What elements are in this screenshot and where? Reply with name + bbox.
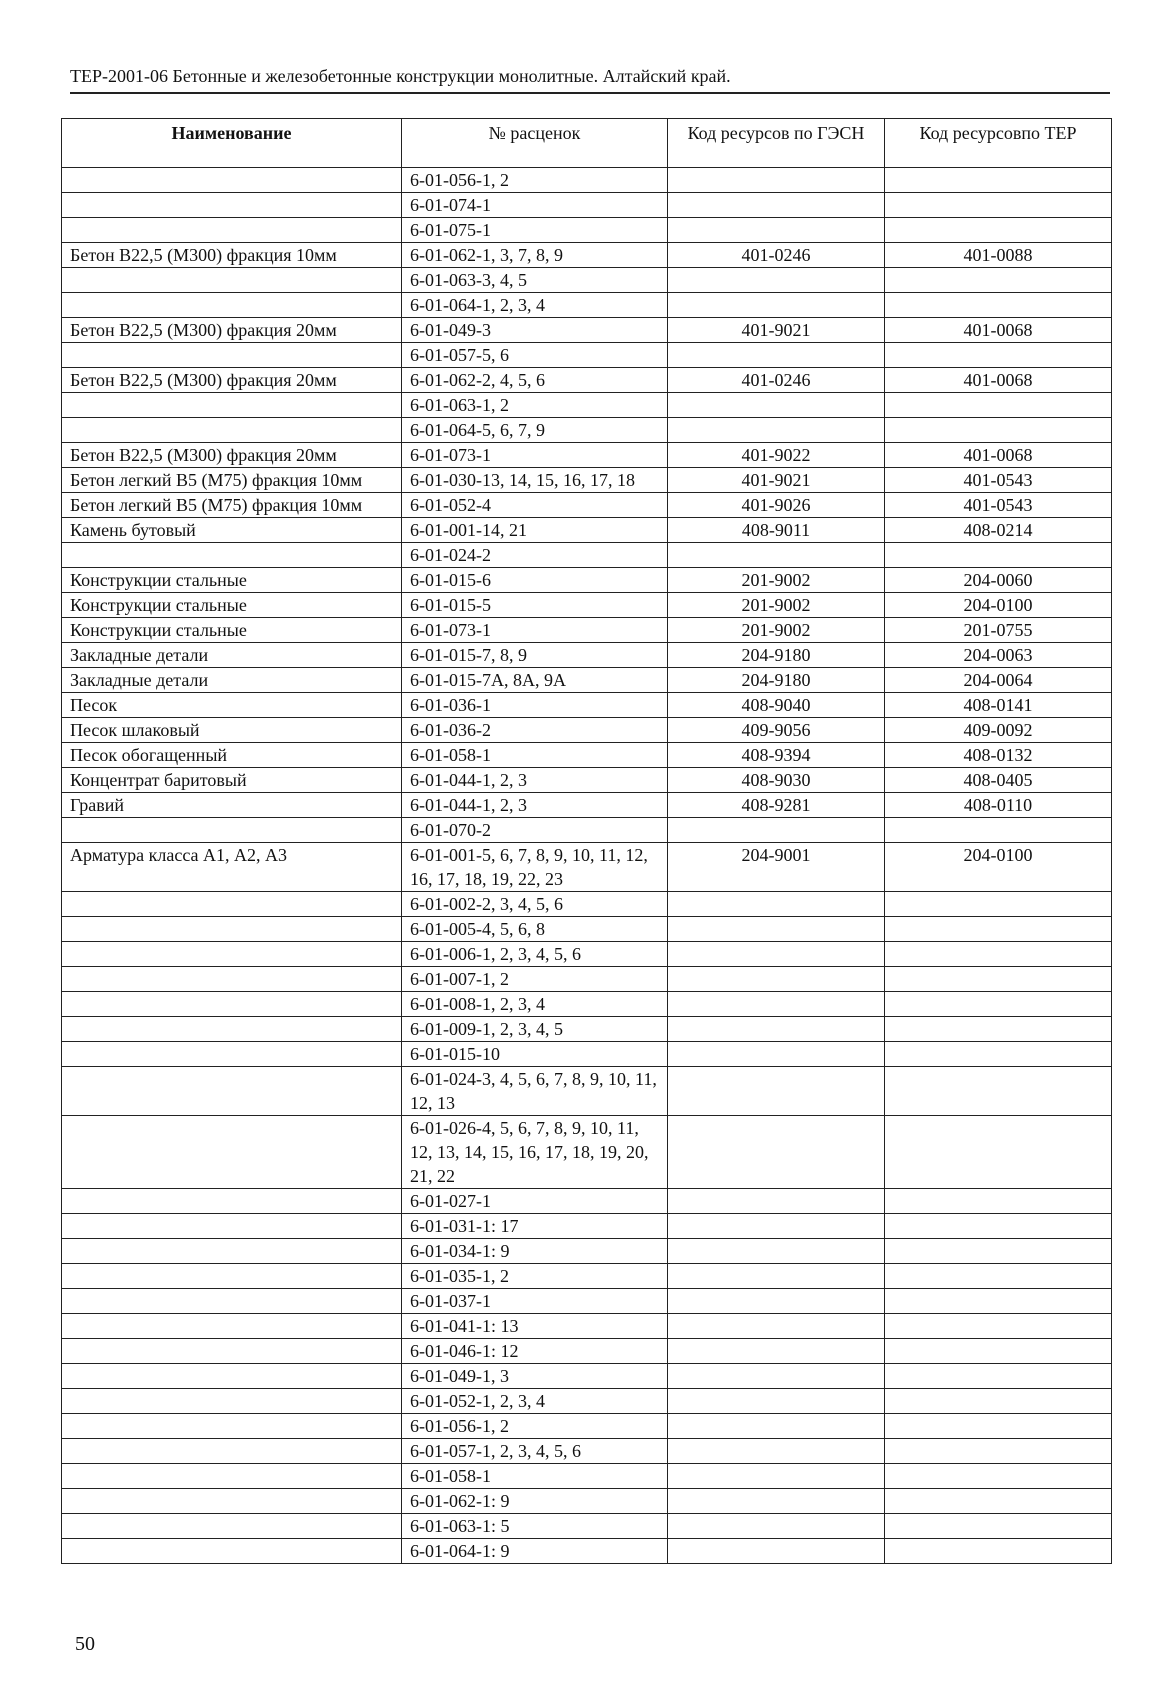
row-ter-code-cell: 204-0100	[885, 843, 1112, 892]
row-rate-number-cell: 6-01-024-2	[402, 543, 668, 568]
row-ter-code-cell	[885, 1389, 1112, 1414]
row-ter-code-cell	[885, 1314, 1112, 1339]
row-rate-number-cell: 6-01-001-14, 21	[402, 518, 668, 543]
table-row	[62, 343, 1112, 368]
row-rate-number-cell: 6-01-074-1	[402, 193, 668, 218]
table-row	[62, 468, 1112, 493]
row-rate-number-cell: 6-01-052-1, 2, 3, 4	[402, 1389, 668, 1414]
table-row	[62, 1389, 1112, 1414]
table-row	[62, 193, 1112, 218]
row-rate-number-cell: 6-01-031-1: 17	[402, 1214, 668, 1239]
table-row	[62, 318, 1112, 343]
row-name-cell	[62, 193, 402, 218]
row-gesn-code-cell	[668, 1464, 885, 1489]
row-ter-code-cell	[885, 1189, 1112, 1214]
table-row	[62, 1364, 1112, 1389]
row-name-cell	[62, 1439, 402, 1464]
row-gesn-code-cell: 204-9001	[668, 843, 885, 892]
row-rate-number-cell: 6-01-057-1, 2, 3, 4, 5, 6	[402, 1439, 668, 1464]
row-name-cell: Песок	[62, 693, 402, 718]
table-row	[62, 1214, 1112, 1239]
table-row	[62, 293, 1112, 318]
row-name-cell: Бетон легкий В5 (М75) фракция 10мм	[62, 493, 402, 518]
row-ter-code-cell	[885, 1214, 1112, 1239]
table-row	[62, 1017, 1112, 1042]
row-gesn-code-cell: 204-9180	[668, 668, 885, 693]
row-rate-number-cell: 6-01-062-2, 4, 5, 6	[402, 368, 668, 393]
row-rate-number-cell: 6-01-064-1, 2, 3, 4	[402, 293, 668, 318]
row-rate-number-cell: 6-01-041-1: 13	[402, 1314, 668, 1339]
row-gesn-code-cell	[668, 942, 885, 967]
table-row	[62, 843, 1112, 892]
row-name-cell: Песок шлаковый	[62, 718, 402, 743]
row-gesn-code-cell: 409-9056	[668, 718, 885, 743]
row-gesn-code-cell	[668, 1339, 885, 1364]
row-name-cell	[62, 1364, 402, 1389]
row-gesn-code-cell: 408-9030	[668, 768, 885, 793]
row-gesn-code-cell	[668, 543, 885, 568]
row-name-cell: Бетон В22,5 (М300) фракция 10мм	[62, 243, 402, 268]
row-ter-code-cell	[885, 1364, 1112, 1389]
row-rate-number-cell: 6-01-057-5, 6	[402, 343, 668, 368]
row-gesn-code-cell	[668, 1264, 885, 1289]
row-name-cell: Конструкции стальные	[62, 618, 402, 643]
row-ter-code-cell: 408-0405	[885, 768, 1112, 793]
row-ter-code-cell: 201-0755	[885, 618, 1112, 643]
row-gesn-code-cell	[668, 343, 885, 368]
row-ter-code-cell	[885, 967, 1112, 992]
table-row	[62, 1489, 1112, 1514]
row-rate-number-cell: 6-01-005-4, 5, 6, 8	[402, 917, 668, 942]
row-rate-number-cell: 6-01-056-1, 2	[402, 168, 668, 193]
table-body	[62, 168, 1112, 1564]
row-ter-code-cell	[885, 1339, 1112, 1364]
row-name-cell	[62, 1289, 402, 1314]
row-name-cell	[62, 543, 402, 568]
row-gesn-code-cell: 201-9002	[668, 618, 885, 643]
row-gesn-code-cell: 408-9011	[668, 518, 885, 543]
table-row	[62, 593, 1112, 618]
row-rate-number-cell: 6-01-030-13, 14, 15, 16, 17, 18	[402, 468, 668, 493]
row-name-cell	[62, 1042, 402, 1067]
row-gesn-code-cell	[668, 1314, 885, 1339]
table-row	[62, 1464, 1112, 1489]
row-ter-code-cell: 401-0088	[885, 243, 1112, 268]
row-ter-code-cell	[885, 268, 1112, 293]
row-rate-number-cell: 6-01-036-1	[402, 693, 668, 718]
table-row	[62, 892, 1112, 917]
row-ter-code-cell	[885, 1489, 1112, 1514]
table-row	[62, 1339, 1112, 1364]
row-gesn-code-cell	[668, 1017, 885, 1042]
row-rate-number-cell: 6-01-034-1: 9	[402, 1239, 668, 1264]
row-ter-code-cell	[885, 1289, 1112, 1314]
row-gesn-code-cell	[668, 418, 885, 443]
table-row	[62, 1314, 1112, 1339]
row-gesn-code-cell: 204-9180	[668, 643, 885, 668]
row-name-cell: Закладные детали	[62, 668, 402, 693]
row-ter-code-cell	[885, 1464, 1112, 1489]
row-name-cell	[62, 967, 402, 992]
row-name-cell: Конструкции стальные	[62, 568, 402, 593]
table-row	[62, 618, 1112, 643]
row-ter-code-cell: 204-0100	[885, 593, 1112, 618]
row-gesn-code-cell: 401-9021	[668, 468, 885, 493]
row-name-cell	[62, 168, 402, 193]
column-header-gesn-code: Код ресурсов по ГЭСН	[668, 119, 885, 168]
table-row	[62, 718, 1112, 743]
row-ter-code-cell	[885, 917, 1112, 942]
row-rate-number-cell: 6-01-008-1, 2, 3, 4	[402, 992, 668, 1017]
row-name-cell	[62, 992, 402, 1017]
row-ter-code-cell: 401-0543	[885, 493, 1112, 518]
column-header-ter-code: Код ресурсовпо ТЕР	[885, 119, 1112, 168]
row-ter-code-cell: 408-0214	[885, 518, 1112, 543]
row-name-cell: Бетон В22,5 (М300) фракция 20мм	[62, 368, 402, 393]
row-gesn-code-cell	[668, 1189, 885, 1214]
table-row	[62, 418, 1112, 443]
row-gesn-code-cell: 401-9022	[668, 443, 885, 468]
row-rate-number-cell: 6-01-015-7, 8, 9	[402, 643, 668, 668]
row-name-cell	[62, 1414, 402, 1439]
row-name-cell	[62, 1339, 402, 1364]
table-row	[62, 1289, 1112, 1314]
table-row	[62, 568, 1112, 593]
row-rate-number-cell: 6-01-073-1	[402, 443, 668, 468]
row-rate-number-cell: 6-01-049-1, 3	[402, 1364, 668, 1389]
row-gesn-code-cell	[668, 1364, 885, 1389]
row-ter-code-cell: 408-0141	[885, 693, 1112, 718]
row-gesn-code-cell	[668, 1439, 885, 1464]
row-name-cell	[62, 268, 402, 293]
row-name-cell	[62, 343, 402, 368]
row-gesn-code-cell	[668, 1116, 885, 1189]
row-rate-number-cell: 6-01-009-1, 2, 3, 4, 5	[402, 1017, 668, 1042]
row-name-cell	[62, 1264, 402, 1289]
row-gesn-code-cell: 401-0246	[668, 243, 885, 268]
row-rate-number-cell: 6-01-044-1, 2, 3	[402, 793, 668, 818]
row-rate-number-cell: 6-01-063-1: 5	[402, 1514, 668, 1539]
row-name-cell	[62, 1116, 402, 1189]
row-name-cell: Камень бутовый	[62, 518, 402, 543]
row-name-cell	[62, 218, 402, 243]
row-name-cell	[62, 1189, 402, 1214]
row-gesn-code-cell: 408-9281	[668, 793, 885, 818]
table-row	[62, 1067, 1112, 1116]
row-ter-code-cell: 401-0068	[885, 443, 1112, 468]
row-name-cell	[62, 1514, 402, 1539]
row-rate-number-cell: 6-01-052-4	[402, 493, 668, 518]
table-row	[62, 668, 1112, 693]
row-gesn-code-cell	[668, 1489, 885, 1514]
row-rate-number-cell: 6-01-015-6	[402, 568, 668, 593]
row-name-cell	[62, 1489, 402, 1514]
row-ter-code-cell	[885, 343, 1112, 368]
row-ter-code-cell: 204-0064	[885, 668, 1112, 693]
row-rate-number-cell: 6-01-058-1	[402, 743, 668, 768]
row-name-cell: Гравий	[62, 793, 402, 818]
row-name-cell	[62, 418, 402, 443]
row-ter-code-cell	[885, 1439, 1112, 1464]
row-name-cell	[62, 1239, 402, 1264]
row-ter-code-cell	[885, 418, 1112, 443]
row-ter-code-cell	[885, 992, 1112, 1017]
row-gesn-code-cell	[668, 1389, 885, 1414]
row-name-cell: Закладные детали	[62, 643, 402, 668]
row-ter-code-cell: 408-0110	[885, 793, 1112, 818]
table-row	[62, 1264, 1112, 1289]
table-row	[62, 1514, 1112, 1539]
row-gesn-code-cell	[668, 293, 885, 318]
row-gesn-code-cell	[668, 1042, 885, 1067]
row-rate-number-cell: 6-01-064-5, 6, 7, 9	[402, 418, 668, 443]
row-gesn-code-cell	[668, 1067, 885, 1116]
page-header: ТЕР-2001-06 Бетонные и железобетонные конструкции монолитные. Алтайский край.	[70, 66, 731, 86]
row-name-cell	[62, 293, 402, 318]
row-rate-number-cell: 6-01-036-2	[402, 718, 668, 743]
row-name-cell	[62, 917, 402, 942]
row-gesn-code-cell	[668, 892, 885, 917]
row-ter-code-cell: 204-0063	[885, 643, 1112, 668]
row-ter-code-cell	[885, 1042, 1112, 1067]
table-row	[62, 1539, 1112, 1564]
row-gesn-code-cell	[668, 218, 885, 243]
table-row	[62, 268, 1112, 293]
row-ter-code-cell	[885, 1067, 1112, 1116]
row-gesn-code-cell: 401-9021	[668, 318, 885, 343]
row-ter-code-cell	[885, 393, 1112, 418]
row-rate-number-cell: 6-01-027-1	[402, 1189, 668, 1214]
row-gesn-code-cell	[668, 967, 885, 992]
header-rule	[70, 92, 1110, 94]
table-row	[62, 992, 1112, 1017]
row-gesn-code-cell	[668, 1289, 885, 1314]
row-rate-number-cell: 6-01-035-1, 2	[402, 1264, 668, 1289]
row-rate-number-cell: 6-01-056-1, 2	[402, 1414, 668, 1439]
row-rate-number-cell: 6-01-063-3, 4, 5	[402, 268, 668, 293]
row-ter-code-cell: 204-0060	[885, 568, 1112, 593]
row-ter-code-cell	[885, 543, 1112, 568]
table-row	[62, 393, 1112, 418]
row-ter-code-cell	[885, 1017, 1112, 1042]
row-rate-number-cell: 6-01-007-1, 2	[402, 967, 668, 992]
row-rate-number-cell: 6-01-062-1: 9	[402, 1489, 668, 1514]
column-header-name: Наименование	[62, 119, 402, 168]
table-row	[62, 942, 1112, 967]
table-row	[62, 443, 1112, 468]
row-ter-code-cell	[885, 293, 1112, 318]
row-gesn-code-cell	[668, 193, 885, 218]
row-rate-number-cell: 6-01-062-1, 3, 7, 8, 9	[402, 243, 668, 268]
row-rate-number-cell: 6-01-044-1, 2, 3	[402, 768, 668, 793]
row-ter-code-cell	[885, 942, 1112, 967]
row-gesn-code-cell	[668, 1539, 885, 1564]
table-row	[62, 543, 1112, 568]
row-gesn-code-cell	[668, 268, 885, 293]
row-name-cell: Концентрат баритовый	[62, 768, 402, 793]
row-name-cell: Бетон В22,5 (М300) фракция 20мм	[62, 443, 402, 468]
table-row	[62, 967, 1112, 992]
row-gesn-code-cell	[668, 992, 885, 1017]
table-row	[62, 168, 1112, 193]
table-row	[62, 493, 1112, 518]
row-gesn-code-cell: 201-9002	[668, 568, 885, 593]
row-name-cell	[62, 1389, 402, 1414]
table-row	[62, 768, 1112, 793]
row-name-cell	[62, 818, 402, 843]
row-name-cell	[62, 942, 402, 967]
row-gesn-code-cell: 401-9026	[668, 493, 885, 518]
row-ter-code-cell: 401-0068	[885, 318, 1112, 343]
row-rate-number-cell: 6-01-049-3	[402, 318, 668, 343]
row-ter-code-cell	[885, 1116, 1112, 1189]
row-name-cell	[62, 1464, 402, 1489]
row-rate-number-cell: 6-01-015-5	[402, 593, 668, 618]
row-name-cell	[62, 1539, 402, 1564]
row-rate-number-cell: 6-01-073-1	[402, 618, 668, 643]
row-ter-code-cell	[885, 1514, 1112, 1539]
row-ter-code-cell	[885, 218, 1112, 243]
row-rate-number-cell: 6-01-070-2	[402, 818, 668, 843]
table-row	[62, 518, 1112, 543]
table-row	[62, 1439, 1112, 1464]
row-name-cell: Конструкции стальные	[62, 593, 402, 618]
row-gesn-code-cell	[668, 1514, 885, 1539]
row-ter-code-cell: 401-0068	[885, 368, 1112, 393]
row-rate-number-cell: 6-01-026-4, 5, 6, 7, 8, 9, 10, 11, 12, 13, 14, 15, 16, 17, 18, 19, 20, 21, 22	[402, 1116, 668, 1189]
row-name-cell	[62, 393, 402, 418]
row-gesn-code-cell	[668, 168, 885, 193]
table-row	[62, 218, 1112, 243]
row-name-cell: Песок обогащенный	[62, 743, 402, 768]
row-name-cell	[62, 892, 402, 917]
table-row	[62, 243, 1112, 268]
row-gesn-code-cell	[668, 393, 885, 418]
row-ter-code-cell	[885, 818, 1112, 843]
row-rate-number-cell: 6-01-015-10	[402, 1042, 668, 1067]
row-gesn-code-cell: 408-9394	[668, 743, 885, 768]
table-header-row	[62, 119, 1112, 168]
row-name-cell: Бетон В22,5 (М300) фракция 20мм	[62, 318, 402, 343]
row-name-cell	[62, 1067, 402, 1116]
row-gesn-code-cell: 201-9002	[668, 593, 885, 618]
row-rate-number-cell: 6-01-064-1: 9	[402, 1539, 668, 1564]
column-header-rate-number: № расценок	[402, 119, 668, 168]
row-ter-code-cell	[885, 168, 1112, 193]
table-row	[62, 368, 1112, 393]
row-rate-number-cell: 6-01-001-5, 6, 7, 8, 9, 10, 11, 12, 16, 17, 18, 19, 22, 23	[402, 843, 668, 892]
table-row	[62, 1414, 1112, 1439]
row-gesn-code-cell: 401-0246	[668, 368, 885, 393]
row-ter-code-cell: 409-0092	[885, 718, 1112, 743]
row-rate-number-cell: 6-01-037-1	[402, 1289, 668, 1314]
table-row	[62, 643, 1112, 668]
table-row	[62, 1189, 1112, 1214]
row-rate-number-cell: 6-01-063-1, 2	[402, 393, 668, 418]
row-ter-code-cell: 408-0132	[885, 743, 1112, 768]
row-rate-number-cell: 6-01-046-1: 12	[402, 1339, 668, 1364]
row-rate-number-cell: 6-01-015-7А, 8А, 9А	[402, 668, 668, 693]
table-row	[62, 917, 1112, 942]
row-rate-number-cell: 6-01-075-1	[402, 218, 668, 243]
row-rate-number-cell: 6-01-002-2, 3, 4, 5, 6	[402, 892, 668, 917]
table-row	[62, 818, 1112, 843]
table-row	[62, 693, 1112, 718]
table-row	[62, 1116, 1112, 1189]
row-name-cell: Бетон легкий В5 (М75) фракция 10мм	[62, 468, 402, 493]
row-gesn-code-cell	[668, 1414, 885, 1439]
row-gesn-code-cell	[668, 917, 885, 942]
row-rate-number-cell: 6-01-058-1	[402, 1464, 668, 1489]
row-gesn-code-cell: 408-9040	[668, 693, 885, 718]
row-rate-number-cell: 6-01-006-1, 2, 3, 4, 5, 6	[402, 942, 668, 967]
row-gesn-code-cell	[668, 818, 885, 843]
row-rate-number-cell: 6-01-024-3, 4, 5, 6, 7, 8, 9, 10, 11, 12, 13	[402, 1067, 668, 1116]
row-gesn-code-cell	[668, 1214, 885, 1239]
table-row	[62, 1239, 1112, 1264]
row-ter-code-cell	[885, 1539, 1112, 1564]
table-row	[62, 793, 1112, 818]
page-number: 50	[75, 1633, 95, 1655]
table-row	[62, 1042, 1112, 1067]
row-ter-code-cell: 401-0543	[885, 468, 1112, 493]
row-name-cell	[62, 1314, 402, 1339]
row-ter-code-cell	[885, 1264, 1112, 1289]
row-name-cell	[62, 1214, 402, 1239]
row-ter-code-cell	[885, 892, 1112, 917]
row-ter-code-cell	[885, 1414, 1112, 1439]
row-name-cell	[62, 1017, 402, 1042]
table-row	[62, 743, 1112, 768]
resource-table	[61, 118, 1112, 1564]
row-gesn-code-cell	[668, 1239, 885, 1264]
row-ter-code-cell	[885, 193, 1112, 218]
row-ter-code-cell	[885, 1239, 1112, 1264]
row-name-cell: Арматура класса А1, А2, А3	[62, 843, 402, 892]
